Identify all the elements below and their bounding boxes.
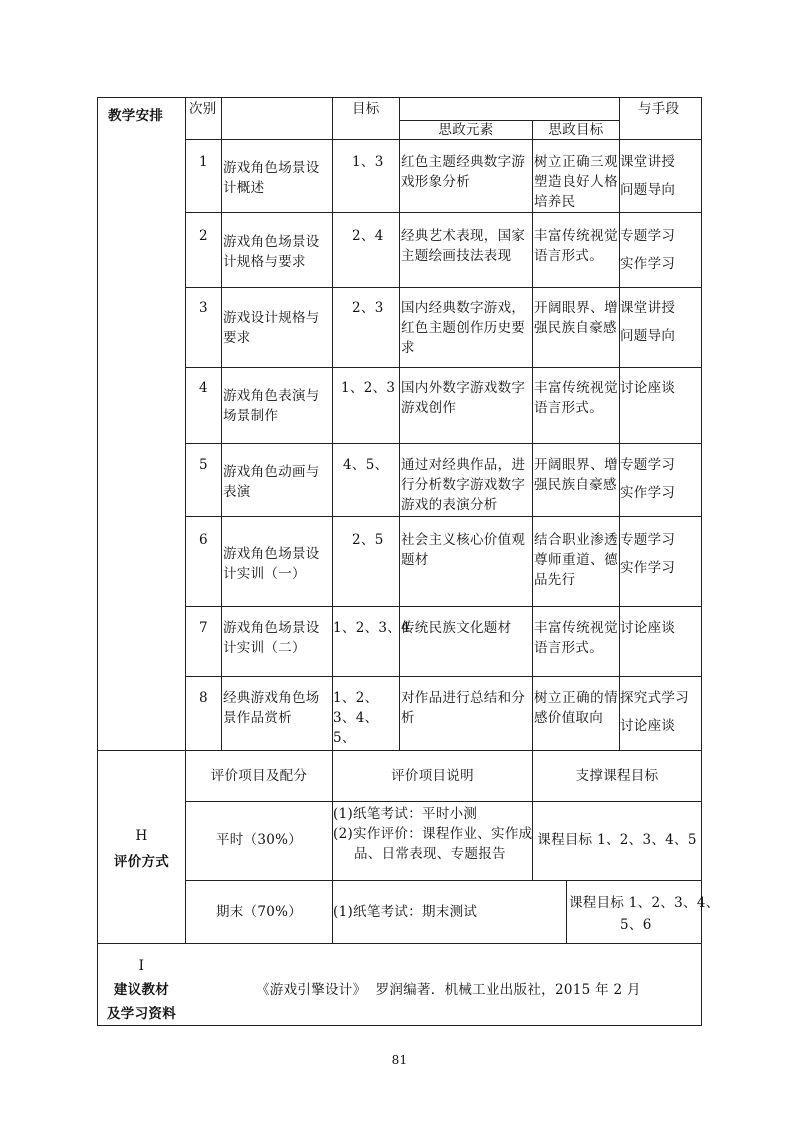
row-method-1: 课堂讲授 (620, 154, 676, 170)
row-target: 1、2、3 (341, 380, 396, 396)
row-target: 1、2、3、4 (333, 620, 410, 636)
materials-letter: I (138, 958, 145, 974)
row-method-2: 问题导向 (620, 182, 676, 198)
row-goal: 树立正确的情感价值取向 (534, 690, 618, 726)
header-goal: 思政目标 (548, 122, 604, 138)
row-title: 游戏角色动画与表演 (223, 464, 320, 500)
row-method-1: 课堂讲授 (620, 300, 676, 316)
row-target: 2、5 (352, 532, 384, 548)
eval-header-desc: 评价项目说明 (391, 768, 474, 784)
row-target: 1、2、3、4、5、 (333, 690, 379, 746)
row-method-2: 问题导向 (620, 328, 676, 344)
row-goal: 树立正确三观塑造良好人格培养民 (534, 154, 618, 210)
header-target: 目标 (352, 101, 380, 117)
eval-final-item: 期末（70%） (215, 904, 303, 920)
row-element: 红色主题经典数字游戏形象分析 (401, 154, 526, 190)
row-target: 2、3 (352, 300, 384, 316)
row-element: 通过对经典作品，进行分析数字游戏数字游戏的表演分析 (401, 457, 526, 513)
evaluation-letter: H (135, 828, 148, 844)
row-method-1: 专题学习 (620, 457, 676, 473)
eval-regular-item: 平时（30%） (215, 832, 303, 848)
evaluation-label: 评价方式 (113, 854, 170, 870)
row-title: 游戏角色场景设计规格与要求 (223, 234, 320, 270)
row-goal: 丰富传统视觉语言形式。 (534, 228, 618, 264)
row-title: 游戏角色场景设计实训（二） (223, 620, 320, 656)
row-target: 4、5、 (343, 457, 389, 473)
eval-regular-target: 课程目标 1、2、3、4、5 (537, 832, 697, 848)
row-number: 1 (199, 154, 208, 170)
row-title: 游戏角色表演与场景制作 (223, 388, 320, 424)
row-method-1: 专题学习 (620, 228, 676, 244)
eval-final-desc: (1)纸笔考试：期末测试 (333, 904, 478, 920)
eval-regular-desc-2: (2)实作评价：课程作业、实作成 (333, 826, 533, 842)
row-goal: 丰富传统视觉语言形式。 (534, 380, 618, 416)
materials-label-1: 建议教材 (113, 982, 170, 998)
row-title: 游戏角色场景设计实训（一） (223, 546, 320, 582)
row-number: 6 (199, 532, 208, 548)
row-element: 国内外数字游戏数字游戏创作 (401, 380, 526, 416)
eval-final-target-2: 5、6 (620, 917, 652, 933)
row-number: 8 (199, 690, 208, 706)
row-number: 2 (199, 228, 208, 244)
row-method-1: 讨论座谈 (620, 620, 676, 636)
row-goal: 丰富传统视觉语言形式。 (534, 620, 618, 656)
header-method: 与手段 (638, 101, 680, 117)
row-number: 3 (199, 300, 208, 316)
materials-text: 《游戏引擎设计》 罗润编著．机械工业出版社，2015 年 2 月 (256, 982, 641, 998)
teaching-section-label: 教学安排 (108, 108, 164, 124)
row-method-1: 专题学习 (620, 532, 676, 548)
row-element: 国内经典数字游戏，红色主题创作历史要求 (401, 300, 526, 356)
row-method-1: 讨论座谈 (620, 380, 676, 396)
row-number: 5 (199, 457, 208, 473)
row-element: 传统民族文化题材 (401, 620, 512, 636)
header-element: 思政元素 (438, 122, 494, 138)
row-target: 2、4 (352, 228, 384, 244)
row-title: 游戏设计规格与要求 (223, 310, 320, 346)
materials-label-2: 及学习资料 (107, 1006, 176, 1022)
row-target: 1、3 (352, 154, 384, 170)
row-method-2: 讨论座谈 (620, 718, 676, 734)
row-method-2: 实作学习 (620, 560, 676, 576)
row-method-2: 实作学习 (620, 485, 676, 501)
eval-regular-desc-3: 品、日常表现、专题报告 (354, 846, 506, 862)
row-element: 经典艺术表现，国家主题绘画技法表现 (401, 228, 526, 264)
row-number: 7 (199, 620, 208, 636)
row-number: 4 (199, 380, 208, 396)
row-goal: 开阔眼界、增强民族自豪感 (534, 300, 618, 336)
eval-final-target-1: 课程目标 1、2、3、4、 (569, 895, 720, 911)
page-number: 81 (391, 1053, 408, 1067)
eval-header-item: 评价项目及配分 (210, 768, 308, 784)
row-method-1: 探究式学习 (620, 690, 689, 706)
eval-regular-desc-1: (1)纸笔考试：平时小测 (333, 806, 478, 822)
row-goal: 结合职业渗透尊师重道、德品先行 (534, 532, 618, 588)
row-element: 社会主义核心价值观题材 (401, 532, 526, 568)
row-method-2: 实作学习 (620, 256, 676, 272)
header-index: 次别 (189, 101, 217, 117)
row-element: 对作品进行总结和分析 (401, 690, 526, 726)
row-goal: 开阔眼界、增强民族自豪感 (534, 457, 618, 493)
row-title: 经典游戏角色场景作品赏析 (223, 690, 320, 726)
row-title: 游戏角色场景设计概述 (223, 160, 320, 196)
eval-header-target: 支撑课程目标 (575, 768, 659, 784)
